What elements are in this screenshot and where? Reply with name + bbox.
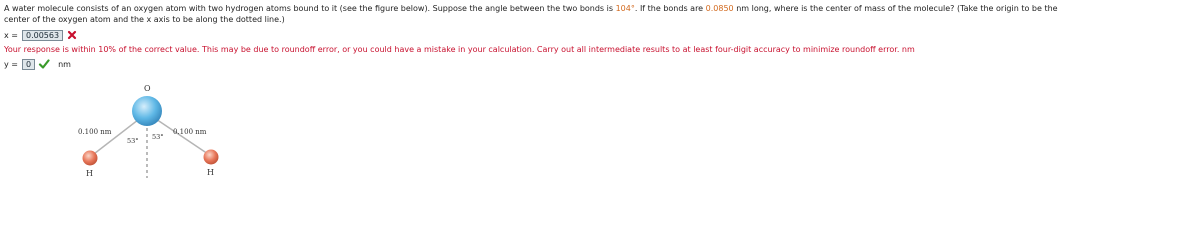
right-hydrogen-atom — [204, 150, 219, 165]
right-angle-label: 53° — [152, 133, 164, 141]
left-bond-label: 0.100 nm — [78, 128, 112, 136]
bond-length-value: 0.0850 — [705, 4, 734, 13]
answer-y-unit: nm — [58, 59, 71, 69]
right-bond-label: 0.100 nm — [173, 128, 207, 136]
angle-value: 104° — [615, 4, 635, 13]
answer-row-x — [4, 29, 78, 41]
check-mark-icon — [38, 58, 50, 70]
oxygen-atom — [132, 96, 162, 126]
answer-y-input[interactable]: 0 — [22, 59, 35, 70]
answer-row-y — [4, 58, 71, 70]
problem-text-part-2: . If the bonds are — [634, 4, 706, 13]
problem-text-line-1 — [4, 4, 1058, 14]
answer-y-label: y = — [4, 59, 18, 69]
right-hydrogen-label: H — [207, 168, 214, 177]
water-molecule-figure — [70, 78, 240, 178]
x-mark-icon — [66, 29, 78, 41]
left-hydrogen-atom — [83, 151, 98, 166]
answer-x-label: x = — [4, 30, 18, 40]
problem-text-line-2: center of the oxygen atom and the x axis to be along the dotted line.) — [4, 15, 285, 24]
problem-text-part-1: A water molecule consists of an oxygen atom with two hydrogen atoms bound to it (see the figure below). Suppose the angle between the two bonds is — [4, 4, 616, 13]
answer-x-input[interactable]: 0.00563 — [22, 30, 63, 41]
left-angle-label: 53° — [127, 137, 139, 145]
feedback-message: Your response is within 10% of the correct value. This may be due to roundoff error, or you could have a mistake in your calculation. Carry out all intermediate results to at least four-digit accuracy to minimize roundoff error. nm — [4, 45, 915, 54]
left-hydrogen-label: H — [86, 169, 93, 178]
oxygen-label: O — [144, 84, 151, 93]
problem-text-part-3: nm long, where is the center of mass of the molecule? (Take the origin to be the — [733, 4, 1058, 13]
